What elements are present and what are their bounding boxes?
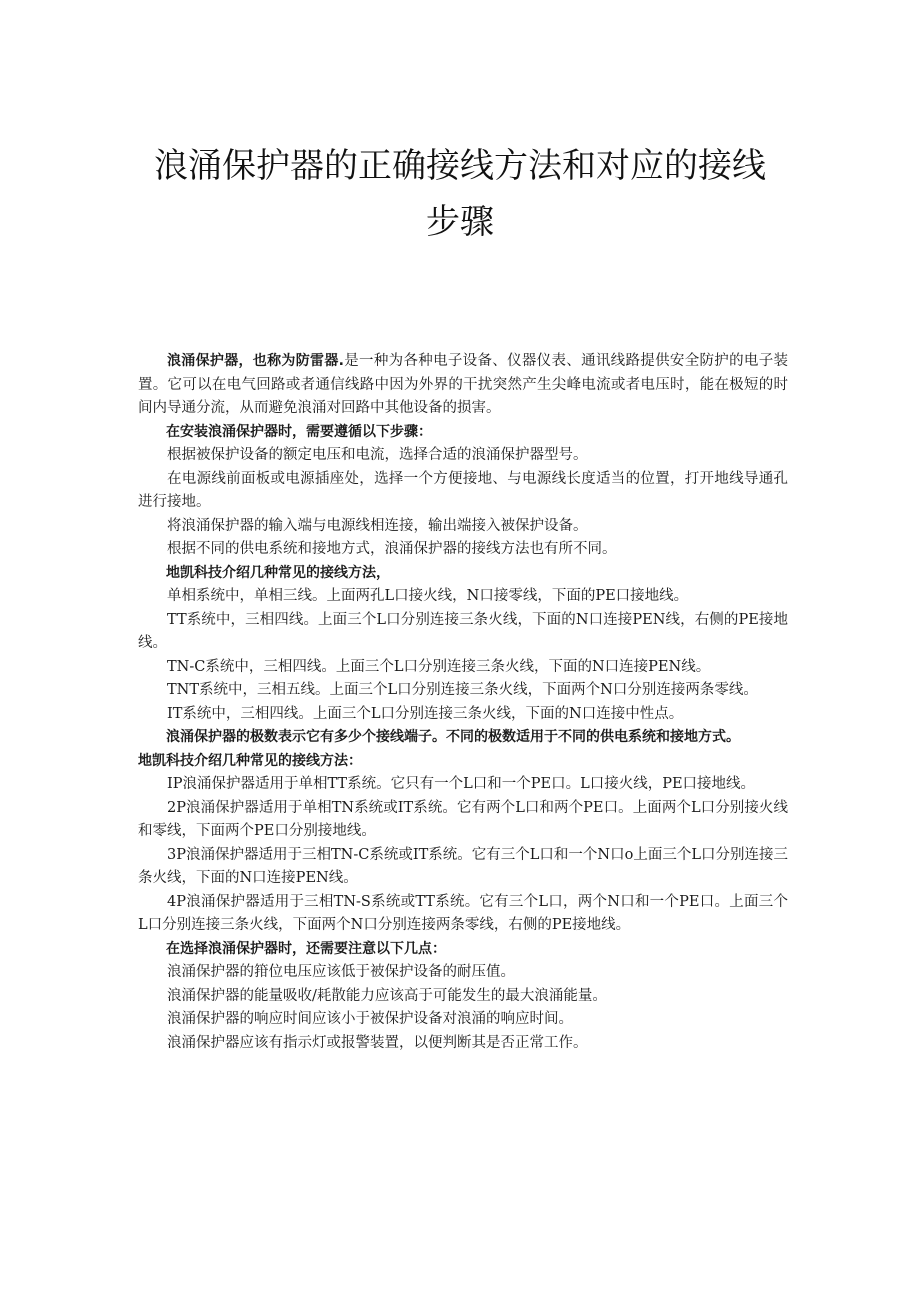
section-heading: 在安装浪涌保护器时，需要遵循以下步骤：	[166, 423, 432, 440]
paragraph: 2P浪涌保护器适用于单相TN系统或IT系统。它有两个L口和两个PE口。上面两个L口分别接火线和零线，下面两个PE口分别接地线。	[138, 799, 788, 839]
section-heading: 在选择浪涌保护器时，还需要注意以下几点：	[166, 940, 446, 957]
intro-paragraph	[138, 350, 788, 421]
paragraph: 将浪涌保护器的输入端与电源线相连接，输出端接入被保护设备。	[167, 517, 588, 534]
paragraph: 单相系统中，单相三线。上面两孔L口接火线，N口接零线，下面的PE口接地线。	[167, 588, 689, 604]
document-body	[138, 350, 788, 1055]
section-heading: 地凯科技介绍几种常见的接线方法：	[138, 752, 362, 769]
paragraph: TT系统中，三相四线。上面三个L口分别连接三条火线，下面的N口连接PEN线，右侧的PE接地线。	[138, 611, 788, 651]
paragraph: 根据被保护设备的额定电压和电流，选择合适的浪涌保护器型号。	[167, 447, 588, 463]
section-heading: 浪涌保护器的极数表示它有多少个接线端子。不同的极数适用于不同的供电系统和接地方式。	[166, 729, 740, 745]
paragraph: 3P浪涌保护器适用于三相TN-C系统或IT系统。它有三个L口和一个N口o上面三个L口分别连接三条火线，下面的N口连接PEN线。	[138, 846, 788, 886]
paragraph: 浪涌保护器应该有指示灯或报警装置，以便判断其是否正常工作。	[167, 1034, 588, 1051]
paragraph: 在电源线前面板或电源插座处，选择一个方便接地、与电源线长度适当的位置，打开地线导通孔进行接地。	[138, 470, 788, 510]
paragraph: 浪涌保护器的响应时间应该小于被保护设备对浪涌的响应时间。	[167, 1011, 573, 1027]
paragraph: IT系统中，三相四线。上面三个L口分别连接三条火线，下面的N口连接中性点。	[167, 705, 684, 722]
document-title-line-2: 步骤	[426, 202, 494, 242]
paragraph: 4P浪涌保护器适用于三相TN-S系统或TT系统。它有三个L口，两个N口和一个PE口。上面三个L口分别连接三条火线，下面两个N口分别连接两条零线，右侧的PE接地线。	[138, 893, 788, 933]
paragraph: 浪涌保护器的能量吸收/耗散能力应该高于可能发生的最大浪涌能量。	[167, 987, 607, 1004]
paragraph: IP浪涌保护器适用于单相TT系统。它只有一个L口和一个PE口。L口接火线，PE口接地线。	[167, 776, 756, 792]
paragraph: TN-C系统中，三相四线。上面三个L口分别连接三条火线，下面的N口连接PEN线。	[167, 658, 711, 675]
paragraph: 根据不同的供电系统和接地方式，浪涌保护器的接线方法也有所不同。	[167, 541, 617, 557]
intro-bold-term: 浪涌保护器，也称为防雷器.	[167, 353, 344, 369]
paragraph: 浪涌保护器的箝位电压应该低于被保护设备的耐压值。	[167, 964, 515, 980]
intro-text: 是一种为各种电子设备、仪器仪表、通讯线路提供安全防护的电子装置。它可以在电气回路或者通信线路中因为外界的干扰突然产生尖峰电流或者电压时，能在极短的时间内导通分流，从而避免浪涌对回路中其他设备的损害。	[138, 353, 789, 416]
document-title-line-1: 浪涌保护器的正确接线方法和对应的接线	[154, 146, 766, 186]
section-heading: 地凯科技介绍几种常见的接线方法，	[166, 564, 390, 581]
paragraph: TNT系统中，三相五线。上面三个L口分别连接三条火线，下面两个N口分别连接两条零线。	[167, 682, 758, 698]
